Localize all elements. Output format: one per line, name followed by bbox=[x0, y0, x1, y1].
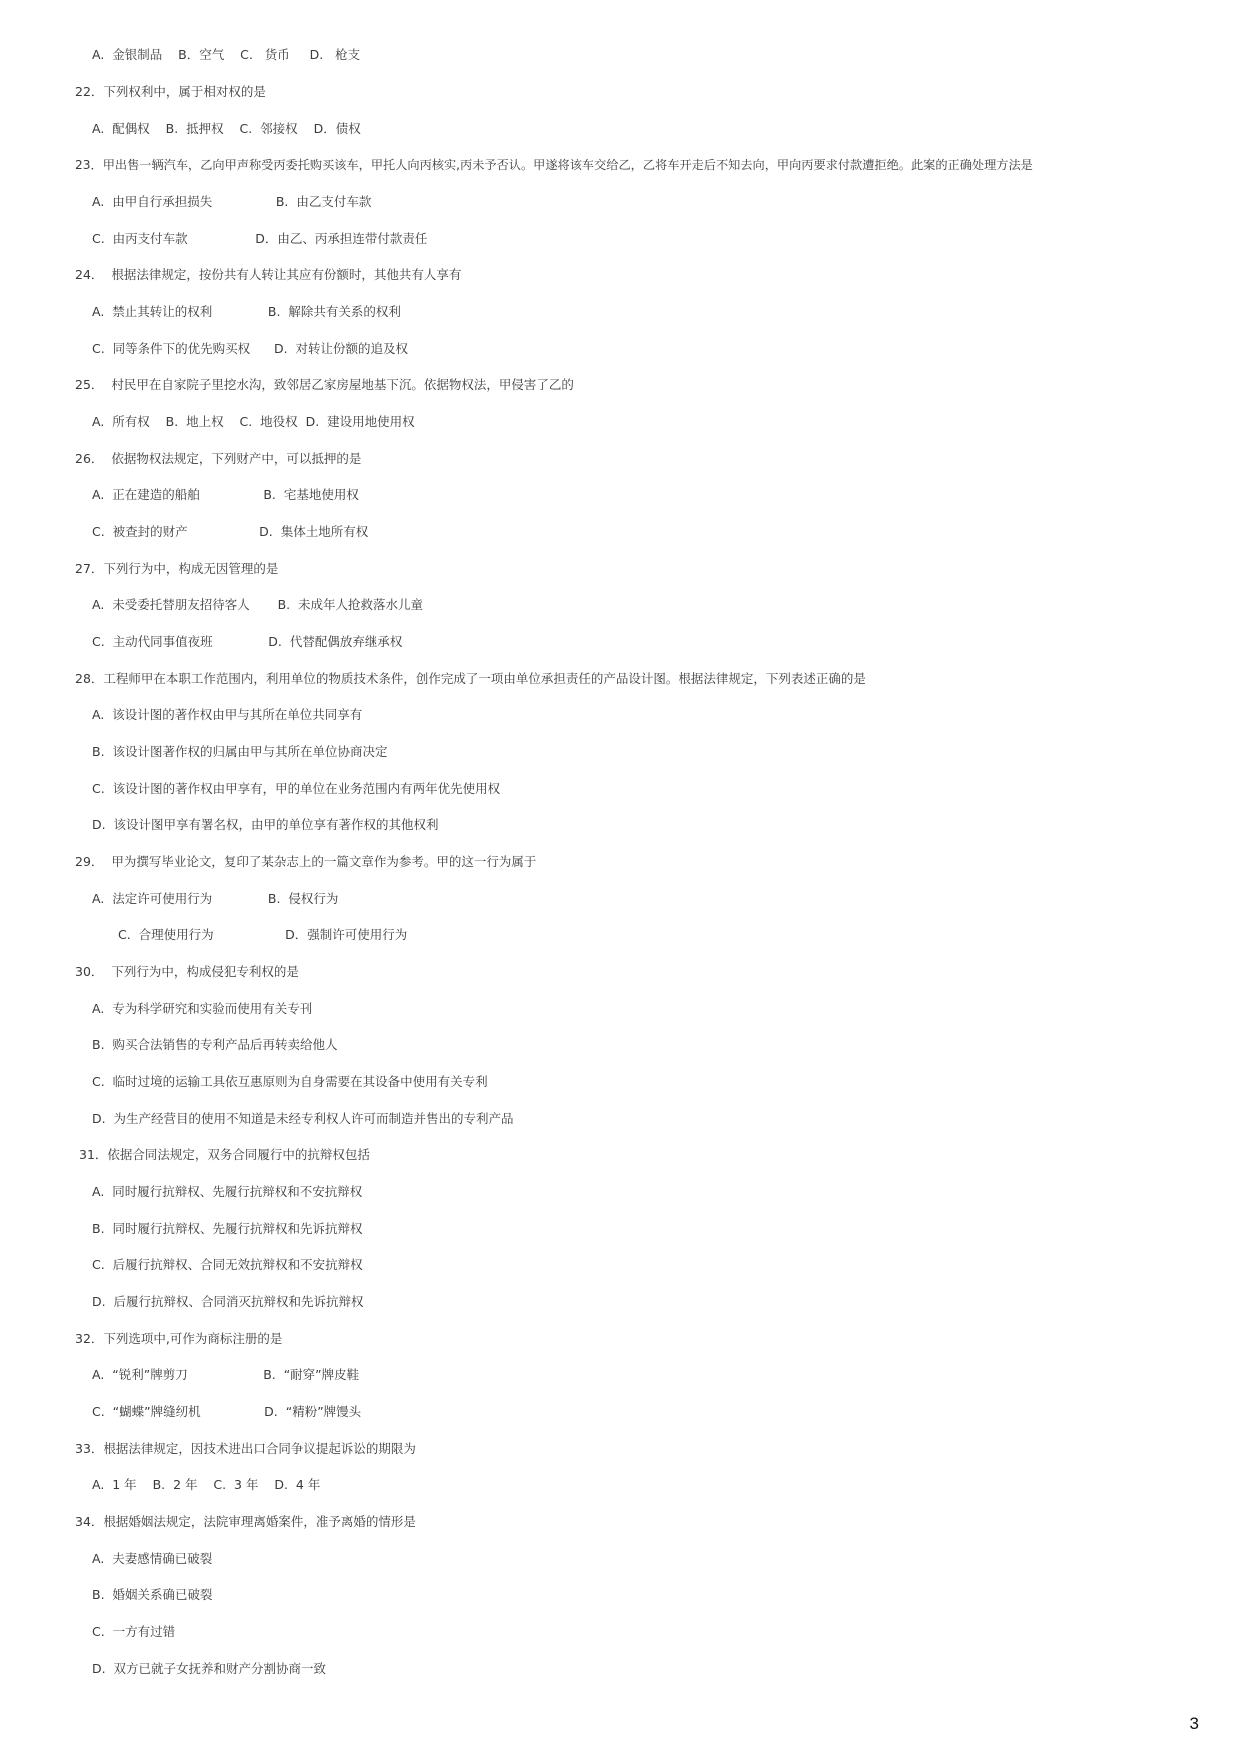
question-line: 29． 甲为撰写毕业论文，复印了某杂志上的一篇文章作为参考。甲的这一行为属于 bbox=[75, 854, 537, 869]
option-line: A. 配偶权 B. 抵押权 C. 邻接权 D．债权 bbox=[92, 121, 361, 136]
option-line: A. 金银制品 B．空气 C. 货币 D. 枪支 bbox=[92, 47, 361, 62]
option-line: D. 为生产经营目的使用不知道是未经专利权人许可而制造并售出的专利产品 bbox=[92, 1111, 514, 1126]
option-line: A. 夫妻感情确已破裂 bbox=[92, 1551, 213, 1566]
option-line: C. “蝴蝶”牌缝纫机 D. “精粉”牌馒头 bbox=[92, 1404, 362, 1419]
option-line: A. 法定许可使用行为 B. 侵权行为 bbox=[92, 891, 339, 906]
option-line: B. 婚姻关系确已破裂 bbox=[92, 1587, 213, 1602]
option-line: D. 该设计图甲享有署名权，由甲的单位享有著作权的其他权利 bbox=[92, 817, 439, 832]
option-line: B. 该设计图著作权的归属由甲与其所在单位协商决定 bbox=[92, 744, 388, 759]
option-line: C. 后履行抗辩权、合同无效抗辩权和不安抗辩权 bbox=[92, 1257, 363, 1272]
option-line: A. 该设计图的著作权由甲与其所在单位共同享有 bbox=[92, 707, 363, 722]
option-line: D. 双方已就子女抚养和财产分割协商一致 bbox=[92, 1661, 327, 1676]
option-line: A. 正在建造的船舶 B. 宅基地使用权 bbox=[92, 487, 359, 502]
option-line: A. 由甲自行承担损失 B. 由乙支付车款 bbox=[92, 194, 372, 209]
option-line: C. 同等条件下的优先购买权 D. 对转让份额的追及权 bbox=[92, 341, 409, 356]
option-line: C. 临时过境的运输工具依互惠原则为自身需要在其设备中使用有关专利 bbox=[92, 1074, 488, 1089]
question-line: 27．下列行为中，构成无因管理的是 bbox=[75, 561, 279, 576]
option-line: C. 合理使用行为 D．强制许可使用行为 bbox=[118, 927, 408, 942]
question-line: 23．甲出售一辆汽车，乙向甲声称受丙委托购买该车，甲托人向丙核实,丙未予否认。甲遂将该车交给乙，乙将车开走后不知去向，甲向丙要求付款遭拒绝。此案的正确处理方法是 bbox=[75, 158, 1033, 172]
option-line: A. “锐利”牌剪刀 B. “耐穿”牌皮鞋 bbox=[92, 1367, 360, 1382]
question-line: 28．工程师甲在本职工作范围内，利用单位的物质技术条件，创作完成了一项由单位承担责任的产品设计图。根据法律规定，下列表述正确的是 bbox=[75, 671, 866, 686]
option-line: C. 由丙支付车款 D．由乙、丙承担连带付款责任 bbox=[92, 231, 428, 246]
question-line: 25． 村民甲在自家院子里挖水沟，致邻居乙家房屋地基下沉。依据物权法，甲侵害了乙的 bbox=[75, 377, 574, 392]
option-line: B. 购买合法销售的专利产品后再转卖给他人 bbox=[92, 1037, 338, 1052]
option-line: A. 未受委托替朋友招待客人 B. 未成年人抢救落水儿童 bbox=[92, 597, 424, 612]
option-line: A. 所有权 B. 地上权 C. 地役权 D. 建设用地使用权 bbox=[92, 414, 415, 429]
question-line: 24． 根据法律规定，按份共有人转让其应有份额时，其他共有人享有 bbox=[75, 267, 462, 282]
question-line: 32．下列选项中,可作为商标注册的是 bbox=[75, 1331, 283, 1346]
option-line: D. 后履行抗辩权、合同消灭抗辩权和先诉抗辩权 bbox=[92, 1294, 364, 1309]
question-line: 30． 下列行为中，构成侵犯专利权的是 bbox=[75, 964, 299, 979]
option-line: C. 被查封的财产 D. 集体土地所有权 bbox=[92, 524, 369, 539]
question-line: 34．根据婚姻法规定，法院审理离婚案件，准予离婚的情形是 bbox=[75, 1514, 416, 1529]
question-line: 26． 依据物权法规定，下列财产中，可以抵押的是 bbox=[75, 451, 362, 466]
question-line: 33．根据法律规定，因技术进出口合同争议提起诉讼的期限为 bbox=[75, 1441, 416, 1456]
option-line: A. 专为科学研究和实验而使用有关专刊 bbox=[92, 1001, 313, 1016]
option-line: A. 1 年 B. 2 年 C. 3 年 D. 4 年 bbox=[92, 1477, 321, 1492]
option-line: C. 主动代同事值夜班 D. 代替配偶放弃继承权 bbox=[92, 634, 403, 649]
question-line: 22．下列权利中，属于相对权的是 bbox=[75, 84, 266, 99]
option-line: C. 一方有过错 bbox=[92, 1624, 176, 1639]
option-line: C. 该设计图的著作权由甲享有，甲的单位在业务范围内有两年优先使用权 bbox=[92, 781, 501, 796]
option-line: B. 同时履行抗辩权、先履行抗辩权和先诉抗辩权 bbox=[92, 1221, 363, 1236]
page-number: 3 bbox=[1189, 1714, 1199, 1733]
question-line: 31．依据合同法规定，双务合同履行中的抗辩权包括 bbox=[79, 1147, 370, 1162]
option-line: A. 禁止其转让的权利 B. 解除共有关系的权利 bbox=[92, 304, 401, 319]
option-line: A. 同时履行抗辩权、先履行抗辩权和不安抗辩权 bbox=[92, 1184, 363, 1199]
